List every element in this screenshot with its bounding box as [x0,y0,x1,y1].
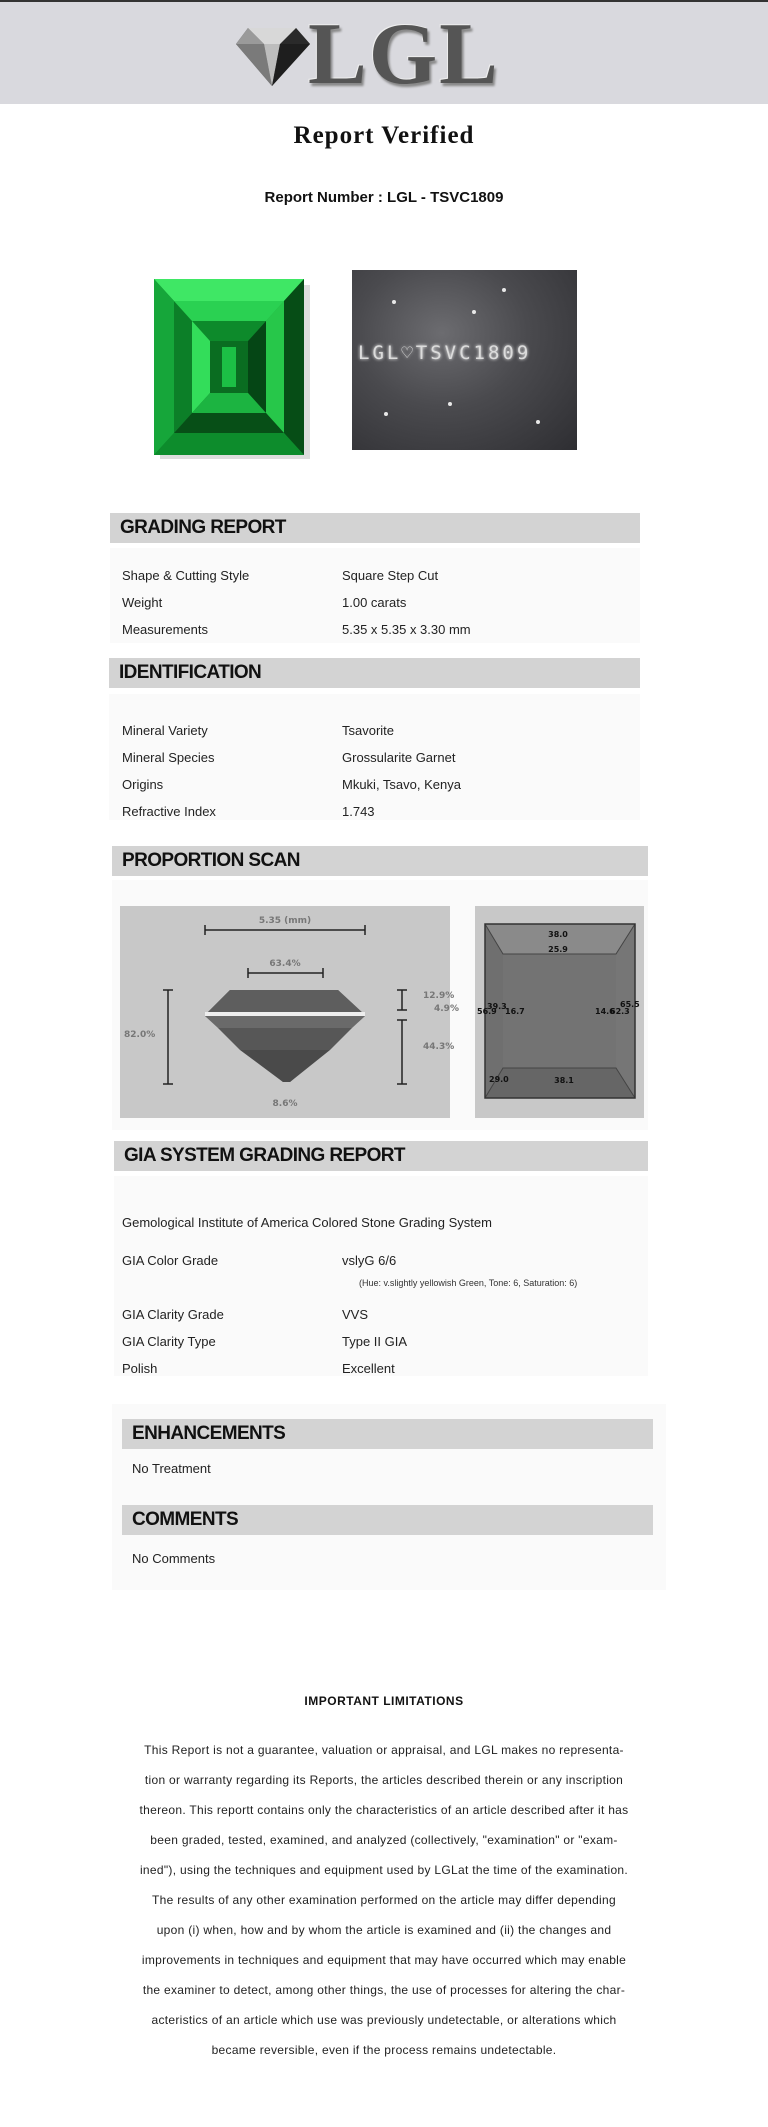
limitations-line: acteristics of an article which use was previously undetectable, or alterations which [151,2013,617,2027]
inscription-text: LGL♡TSVC1809 [358,342,532,364]
comments-text: No Comments [132,1551,216,1566]
grading-report-header [110,513,640,543]
row-label: GIA Color Grade [122,1253,219,1268]
top-outer-label: 38.0 [548,930,568,939]
enhancements-text: No Treatment [132,1461,211,1476]
top-proportion-diagram[interactable] [475,906,644,1118]
sparkle [502,288,506,292]
section-title: GIA SYSTEM GRADING REPORT [124,1145,405,1166]
row-label: Refractive Index [122,804,216,819]
row-label: Polish [122,1361,158,1376]
sparkle [536,420,540,424]
row-label: Measurements [122,622,208,637]
left-outer-label: 56.9 [477,1007,497,1016]
side-proportion-diagram[interactable] [120,906,459,1118]
right-inner-label: 14.6 [595,1007,615,1016]
width-label: 5.35 (mm) [258,916,312,926]
crown-label: 12.9% [423,991,455,1001]
section-title: ENHANCEMENTS [132,1423,286,1444]
comments-header [122,1505,653,1535]
row-value: Grossularite Garnet [342,750,456,765]
row-label: Mineral Variety [122,723,208,738]
enhancements-header [122,1419,653,1449]
color-grade-note: (Hue: v.slightly yellowish Green, Tone: 6, Saturation: 6) [359,1278,578,1288]
top-inner-label: 25.9 [548,945,568,954]
limitations-title: IMPORTANT LIMITATIONS [304,1694,464,1708]
section-title: IDENTIFICATION [119,662,262,683]
proportion-scan-header [112,846,648,876]
section-title: PROPORTION SCAN [122,850,300,871]
section-title: GRADING REPORT [120,517,286,538]
sparkle [384,412,388,416]
section-title: COMMENTS [132,1509,239,1530]
right-mid-label: 62.3 [610,1007,630,1016]
row-value: 5.35 x 5.35 x 3.30 mm [342,622,471,637]
sparkle [472,310,476,314]
site-header [0,2,768,104]
limitations-line: improvements in techniques and equipment that may have occurred which may enable [141,1953,627,1967]
left-inner-label: 16.7 [505,1007,525,1016]
identification-header [109,658,640,688]
limitations-line: became reversible, even if the process remains undetectable. [211,2043,557,2057]
depth-label: 82.0% [124,1030,156,1040]
row-label: Shape & Cutting Style [122,568,250,583]
logo-text: LGL [308,6,500,103]
limitations-line: tion or warranty regarding its Reports, the articles described therein or any inscription [144,1773,624,1787]
table-label: 63.4% [269,959,301,969]
bottom-label: 38.1 [554,1076,574,1085]
report-number: Report Number : LGL - TSVC1809 [264,189,504,206]
sparkle [392,300,396,304]
row-value: Type II GIA [342,1334,408,1349]
row-label: Origins [122,777,164,792]
laser-inscription-photo[interactable] [352,270,577,450]
girdle-label: 4.9% [434,1004,459,1014]
row-value: 1.00 carats [342,595,407,610]
row-label: GIA Clarity Type [122,1334,216,1349]
bottom-left-label: 29.0 [489,1075,509,1084]
row-label: Mineral Species [122,750,215,765]
page-title: Report Verified [293,122,475,149]
limitations-line: thereon. This reportt contains only the characteristics of an article described after it has [139,1803,629,1817]
row-value: Excellent [342,1361,395,1376]
limitations-line: The results of any other examination performed on the article may differ depending [152,1893,616,1907]
row-label: Weight [122,595,163,610]
gia-report-header [114,1141,648,1171]
limitations-line: the examiner to detect, among other things, the use of processes for altering the char- [142,1983,626,1997]
diamond-logo-icon [234,24,312,88]
sparkle [448,402,452,406]
limitations-line: been graded, tested, examined, and analyzed (collectively, "examination" or "exam- [150,1833,618,1847]
culet-label: 8.6% [272,1099,298,1109]
row-value: 1.743 [342,804,375,819]
lgl-logo[interactable] [232,6,500,103]
limitations-line: This Report is not a guarantee, valuation or appraisal, and LGL makes no representa- [144,1743,624,1757]
right-outer-label: 65.5 [620,1000,640,1009]
row-value: Tsavorite [342,723,395,738]
limitations-body [118,1735,650,2065]
left-mid-label: 39.3 [487,1002,507,1011]
gemstone-photo[interactable] [150,275,318,461]
limitations-line: ined"), using the techniques and equipment used by LGLat the time of the examination. [139,1863,629,1877]
limitations-line: upon (i) when, how and by whom the article is examined and (ii) the changes and [156,1923,612,1937]
row-value: VVS [342,1307,369,1322]
row-value: vslyG 6/6 [342,1253,397,1268]
pavilion-label: 44.3% [423,1042,455,1052]
row-label: GIA Clarity Grade [122,1307,224,1322]
gia-intro: Gemological Institute of America Colored Stone Grading System [122,1215,492,1230]
row-value: Mkuki, Tsavo, Kenya [342,777,461,792]
row-value: Square Step Cut [342,568,439,583]
